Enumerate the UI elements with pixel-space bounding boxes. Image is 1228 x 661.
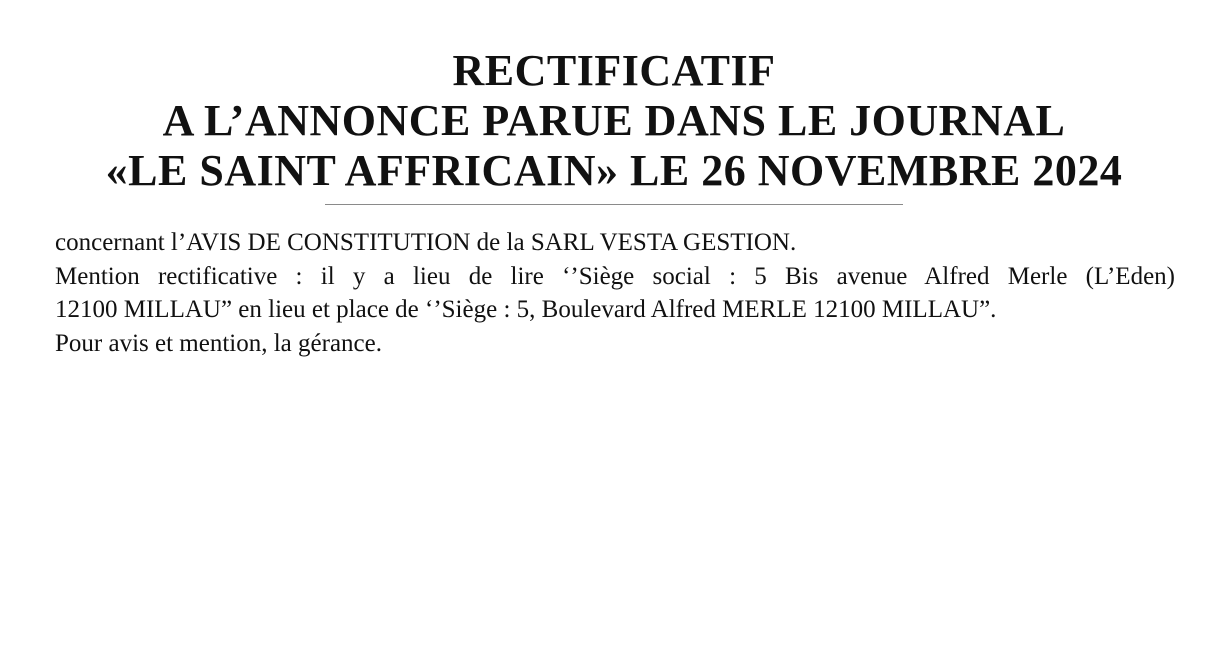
notice-title — [0, 46, 1228, 196]
title-line-2: A L’ANNONCE PARUE DANS LE JOURNAL — [162, 96, 1066, 145]
body-line-2: Mention rectificative : il y a lieu de lire ‘’Siège social : 5 Bis avenue Alfred Merle (L’Eden) — [55, 262, 1175, 290]
title-divider — [325, 204, 903, 205]
body-line-1: concernant l’AVIS DE CONSTITUTION de la SARL VESTA GESTION. — [55, 229, 797, 256]
body-line-4: Pour avis et mention, la gérance. — [55, 329, 382, 357]
body-line-3: 12100 MILLAU” en lieu et place de ‘’Siège : 5, Boulevard Alfred MERLE 12100 MILLAU”. — [55, 296, 997, 323]
title-line-3: «LE SAINT AFFRICAIN» LE 26 NOVEMBRE 2024 — [105, 146, 1123, 195]
notice-body — [55, 226, 1175, 360]
title-line-1: RECTIFICATIF — [452, 46, 776, 95]
